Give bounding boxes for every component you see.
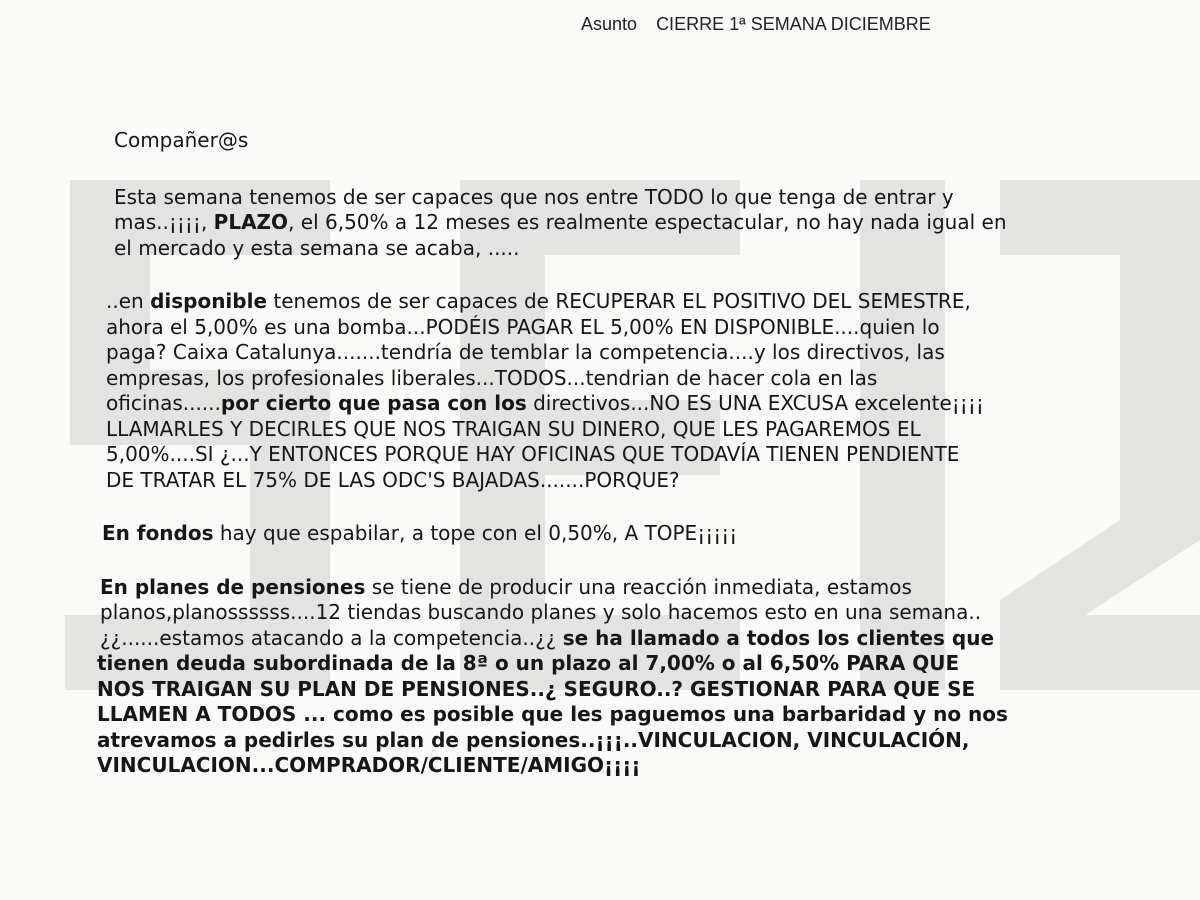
text-span: ¿¿......estamos atacando a la competencia..¿¿ <box>100 625 563 650</box>
bold-line: atrevamos a pedirles su plan de pensiones..¡¡¡..VINCULACION, VINCULACIÓN, <box>97 727 970 752</box>
text-line <box>102 521 1200 547</box>
text-line <box>106 289 1200 315</box>
text-line: 5,00%....SI ¿...Y ENTONCES PORQUE HAY OFICINAS QUE TODAVÍA TIENEN PENDIENTE <box>106 442 960 466</box>
bold-term-fondos: En fondos <box>102 521 214 545</box>
bold-phrase: por cierto que pasa con los <box>220 391 527 415</box>
bold-line: NOS TRAIGAN SU PLAN DE PENSIONES..¿ SEGURO..? GESTIONAR PARA QUE SE <box>97 676 976 701</box>
paragraph-planes-pensiones <box>97 574 1200 779</box>
text-span: ..en <box>106 289 151 313</box>
text-line <box>100 575 1200 601</box>
paragraph-disponible <box>106 289 1200 493</box>
email-subject-header <box>581 14 931 35</box>
paragraph-fondos <box>102 521 1200 547</box>
text-span: directivos...NO ES UNA EXCUSA excelente¡¡¡¡ <box>526 391 984 415</box>
greeting: Compañer@s <box>114 128 249 152</box>
text-line <box>106 391 1200 417</box>
text-line: paga? Caixa Catalunya.......tendría de temblar la competencia....y los directivos, las <box>106 340 945 364</box>
bold-line: LLAMEN A TODOS ... como es posible que les paguemos una barbaridad y no nos <box>97 702 1008 726</box>
text-line: Esta semana tenemos de ser capaces que nos entre TODO lo que tenga de entrar y <box>114 184 954 209</box>
text-span: hay que espabilar, a tope con el 0,50%, A TOPE¡¡¡¡¡ <box>213 521 738 545</box>
text-line: planos,planossssss....12 tiendas buscando planes y solo hacemos esto en una semana.. <box>100 600 982 624</box>
text-span: , el 6,50% a 12 meses es realmente espectacular, no hay nada igual en <box>288 210 1007 234</box>
bold-term-planes: En planes de pensiones <box>100 574 366 599</box>
text-span: se tiene de producir una reacción inmediata, estamos <box>365 574 912 599</box>
text-line: DE TRATAR EL 75% DE LAS ODC'S BAJADAS.......PORQUE? <box>106 467 680 492</box>
text-line <box>114 210 1200 236</box>
subject-label: Asunto <box>581 14 638 34</box>
text-line: ahora el 5,00% es una bomba...PODÉIS PAGAR EL 5,00% EN DISPONIBLE....quien lo <box>106 314 940 339</box>
text-span: mas..¡¡¡¡, <box>114 210 214 234</box>
paragraph-plazo <box>114 185 1200 262</box>
bold-line: VINCULACION...COMPRADOR/CLIENTE/AMIGO¡¡¡¡ <box>97 753 641 777</box>
bold-term-plazo: PLAZO <box>213 210 289 234</box>
text-line: LLAMARLES Y DECIRLES QUE NOS TRAIGAN SU DINERO, QUE LES PAGAREMOS EL <box>106 416 921 441</box>
bold-line: tienen deuda subordinada de la 8ª o un plazo al 7,00% o al 6,50% PARA QUE <box>97 651 960 675</box>
text-span: oficinas...... <box>106 391 221 415</box>
text-line <box>100 626 1200 652</box>
text-line: empresas, los profesionales liberales...TODOS...tendrian de hacer cola en las <box>106 365 878 390</box>
email-body <box>97 128 1200 779</box>
bold-term-disponible: disponible <box>150 289 268 313</box>
text-line: el mercado y esta semana se acaba, ..... <box>114 235 520 260</box>
bold-phrase: se ha llamado a todos los clientes que <box>562 625 995 650</box>
text-span: tenemos de ser capaces de RECUPERAR EL POSITIVO DEL SEMESTRE, <box>267 289 971 313</box>
subject-value: CIERRE 1ª SEMANA DICIEMBRE <box>656 14 931 34</box>
